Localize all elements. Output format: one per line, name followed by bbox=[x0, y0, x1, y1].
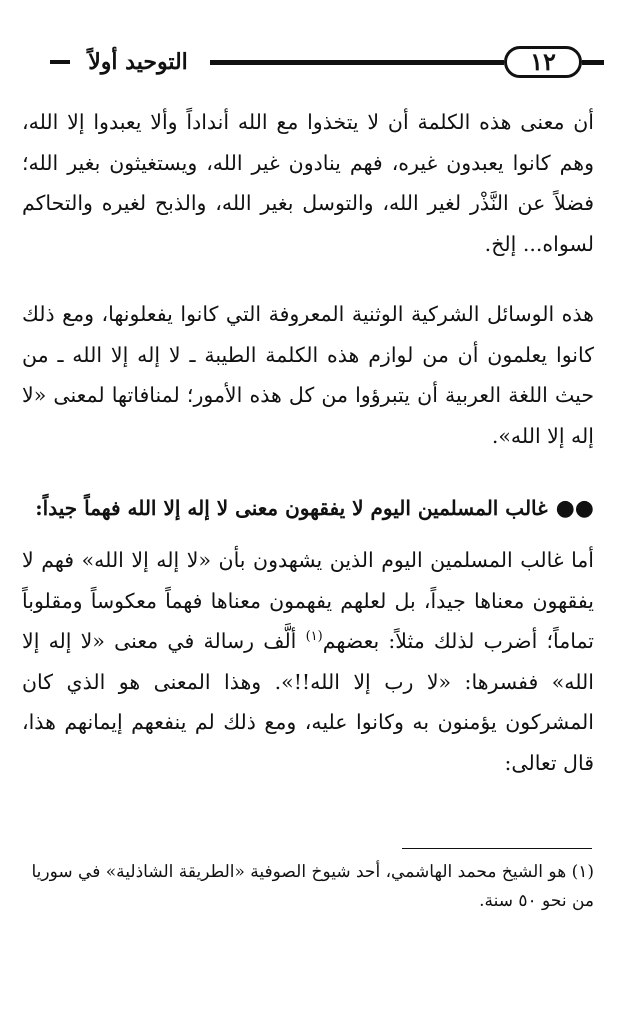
paragraph-3 bbox=[22, 540, 594, 783]
paragraph-3-part-1: أما غالب المسلمين اليوم الذين يشهدون بأن «لا إله إلا الله» فهم لا يفقهون معناها جيداً، بل لعلهم يفهمون معناها فهماً معكوساً ومقلوباً تماماً؛ أضرب لذلك مثلاً: بعضهم bbox=[22, 548, 594, 653]
footnote-marker[interactable]: (١) bbox=[305, 629, 323, 645]
footnote: (١) هو الشيخ محمد الهاشمي، أحد شيوخ الصوفية «الطريقة الشاذلية» في سوريا من نحو ٥٠ سنة. bbox=[31, 862, 594, 911]
header-dash bbox=[50, 60, 70, 64]
section-heading bbox=[22, 490, 594, 526]
heading-text: غالب المسلمين اليوم لا يفقهون معنى لا إله إلا الله فهماً جيداً: bbox=[35, 496, 548, 520]
paragraph-3-part-2: ألَّف رسالة في معنى «لا إله إلا الله» ففسرها: «لا رب إلا الله!!». وهذا المعنى هو الذي كان المشركون يؤمنون به وكانوا عليه، ومع ذلك لم ينفعهم إيمانهم هذا، قال تعالى: bbox=[22, 629, 594, 775]
heading-bullets: ●● bbox=[555, 495, 594, 521]
paragraph-2: هذه الوسائل الشركية الوثنية المعروفة التي كانوا يفعلونها، ومع ذلك كانوا يعلمون أن من لوازم هذه الكلمة الطيبة ـ لا إله إلا الله ـ من حيث اللغة العربية أن يتبرؤوا من كل هذه الأمور؛ لمنافاتها لمعنى «لا إله إلا الله». bbox=[22, 302, 594, 448]
page-number: ١٢ bbox=[504, 46, 582, 78]
book-title: التوحيد أولاً bbox=[88, 49, 188, 75]
page-header bbox=[22, 40, 602, 84]
paragraph-1: أن معنى هذه الكلمة أن لا يتخذوا مع الله أنداداً وألا يعبدوا إلا الله، وهم كانوا يعبدون غيره، فهم ينادون غير الله، ويستغيثون بغير الله؛ فضلاً عن النَّذْر لغير الله، والتوسل بغير الله، والذبح لغيره والتحاكم لسواه... إلخ. bbox=[22, 110, 594, 256]
footnote-separator bbox=[402, 848, 592, 849]
header-rule-right bbox=[582, 60, 604, 65]
header-rule bbox=[210, 60, 504, 65]
